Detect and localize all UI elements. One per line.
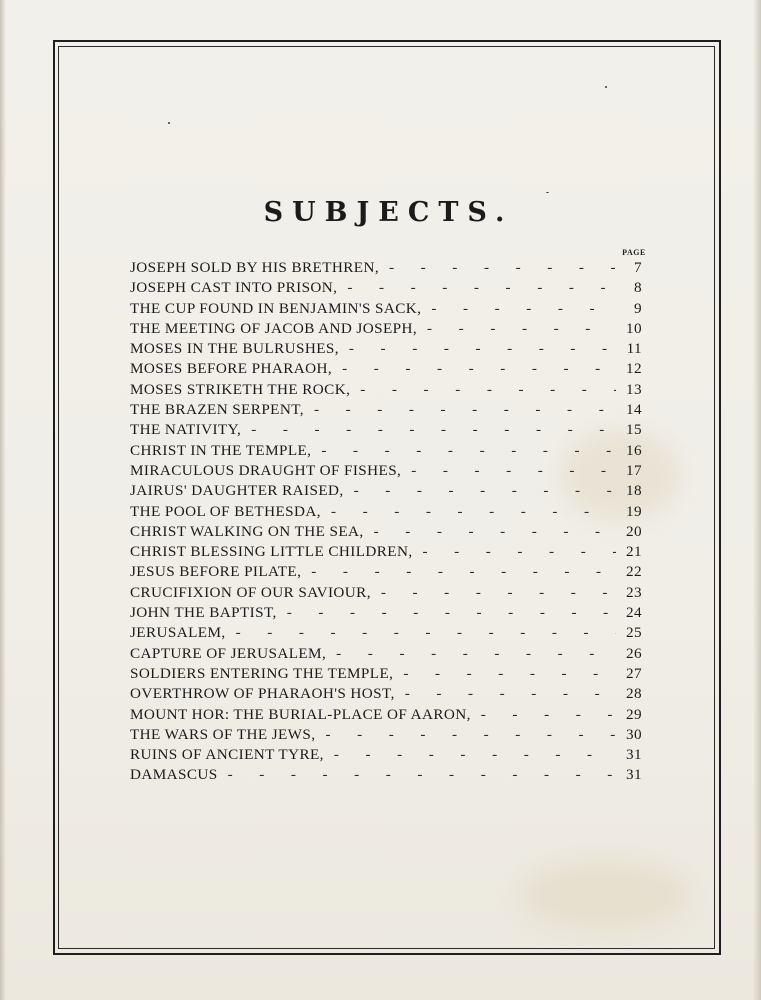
toc-entry-title: SOLDIERS ENTERING THE TEMPLE, (130, 664, 394, 682)
dot-leader (395, 684, 616, 704)
toc-entry (130, 502, 642, 522)
toc-entry-title: THE NATIVITY, (130, 421, 242, 439)
toc-entry (130, 461, 642, 481)
toc-entry-page-number: 24 (626, 604, 642, 622)
toc-entry-title: CHRIST BLESSING LITTLE CHILDREN, (130, 543, 413, 561)
toc-entry (130, 481, 642, 501)
dot-leader (371, 583, 616, 603)
toc-entry-title: MOSES STRIKETH THE ROCK, (130, 380, 351, 398)
toc-entry (130, 542, 642, 562)
page-heading: SUBJECTS. (263, 197, 514, 228)
toc-entry (130, 745, 642, 765)
toc-entry-page-number: 30 (626, 725, 642, 743)
dot-leader (364, 522, 616, 542)
toc-entry (130, 400, 642, 420)
toc-entry-page-number: 17 (626, 461, 642, 479)
toc-entry-title: MOUNT HOR: THE BURIAL-PLACE OF AARON, (130, 705, 471, 723)
toc-entry-page-number: 8 (634, 279, 642, 297)
dot-leader (321, 502, 616, 522)
toc-entry (130, 380, 642, 400)
toc-entry-title: CHRIST WALKING ON THE SEA, (130, 522, 364, 540)
toc-entry-page-number: 10 (626, 319, 642, 337)
toc-entry-page-number: 20 (626, 522, 642, 540)
dot-leader (226, 623, 616, 643)
toc-entry-title: THE WARS OF THE JEWS, (130, 725, 316, 743)
dot-leader (332, 359, 616, 379)
toc-entry-page-number: 21 (626, 543, 642, 561)
toc-entry-page-number: 28 (626, 685, 642, 703)
toc-entry-title: RUINS OF ANCIENT TYRE, (130, 746, 324, 764)
toc-entry-title: JOSEPH CAST INTO PRISON, (130, 279, 338, 297)
page-shadow-left (0, 0, 6, 1000)
toc-entry (130, 420, 642, 440)
toc-entry (130, 299, 642, 319)
dot-leader (421, 299, 616, 319)
toc-entry-title: CRUCIFIXION OF OUR SAVIOUR, (130, 583, 371, 601)
toc-entry-title: JAIRUS' DAUGHTER RAISED, (130, 482, 344, 500)
dot-leader (277, 603, 616, 623)
toc-entry (130, 623, 642, 643)
dot-leader (337, 278, 616, 298)
toc-entry-page-number: 26 (626, 644, 642, 662)
toc-entry-page-number: 22 (626, 563, 642, 581)
toc-entry-page-number: 16 (626, 441, 642, 459)
toc-entry-page-number: 29 (626, 705, 642, 723)
toc-entry-page-number: 19 (626, 502, 642, 520)
dot-leader (393, 664, 616, 684)
toc-entry-page-number: 25 (626, 624, 642, 642)
toc-entry-page-number: 7 (634, 259, 642, 276)
toc-entry (130, 522, 642, 542)
toc-entry-page-number: 14 (626, 401, 642, 419)
toc-entry-page-number: 31 (626, 746, 642, 764)
toc-entry-page-number: 11 (626, 340, 642, 358)
toc-entry-page-number: 31 (626, 766, 642, 784)
toc-entry-title: OVERTHROW OF PHARAOH'S HOST, (130, 685, 395, 703)
dot-leader (324, 745, 616, 765)
toc-entry-title: JERUSALEM, (130, 624, 226, 642)
toc-entry-title: JOHN THE BAPTIST, (130, 604, 277, 622)
toc-entry-title: MOSES IN THE BULRUSHES, (130, 340, 339, 358)
toc-entry-title: THE POOL OF BETHESDA, (130, 502, 321, 520)
toc-entry-page-number: 12 (626, 360, 642, 378)
toc-entry (130, 684, 642, 704)
dot-leader (315, 725, 616, 745)
dot-leader (218, 765, 616, 785)
toc-entry (130, 664, 642, 684)
toc-entry (130, 725, 642, 745)
toc-entry (130, 644, 642, 664)
toc-entry (130, 339, 642, 359)
dot-leader (344, 481, 616, 501)
toc-entry-page-number: 23 (626, 583, 642, 601)
toc-entry (130, 278, 642, 298)
toc-entry (130, 603, 642, 623)
page-shadow-right (753, 0, 761, 1000)
toc-entry-title: THE CUP FOUND IN BENJAMIN'S SACK, (130, 299, 422, 317)
dot-leader (401, 461, 616, 481)
toc-entry-page-number: 18 (626, 482, 642, 500)
dot-leader (471, 705, 616, 725)
toc-entry-title: THE MEETING OF JACOB AND JOSEPH, (130, 319, 418, 337)
toc-entry (130, 583, 642, 603)
dot-leader (379, 258, 616, 278)
page-column-label: PAGE (622, 248, 646, 257)
toc-entry (130, 562, 642, 582)
toc-entry (130, 441, 642, 461)
toc-entry-title: CHRIST IN THE TEMPLE, (130, 441, 312, 459)
dot-leader (350, 380, 616, 400)
dot-leader (311, 441, 616, 461)
table-of-contents (130, 258, 642, 786)
dot-leader (326, 644, 616, 664)
toc-entry (130, 258, 642, 278)
toc-entry-title: MOSES BEFORE PHARAOH, (130, 360, 333, 378)
toc-entry-title: CAPTURE OF JERUSALEM, (130, 644, 327, 662)
dot-leader (241, 420, 616, 440)
dot-leader (304, 400, 616, 420)
toc-entry-page-number: 15 (626, 421, 642, 439)
toc-entry-title: DAMASCUS (130, 766, 218, 784)
toc-entry-page-number: 13 (626, 380, 642, 398)
toc-entry-page-number: 27 (626, 664, 642, 682)
toc-entry-title: THE BRAZEN SERPENT, (130, 401, 304, 419)
toc-entry-title: MIRACULOUS DRAUGHT OF FISHES, (130, 461, 402, 479)
toc-entry-title: JESUS BEFORE PILATE, (130, 563, 302, 581)
dot-leader (339, 339, 616, 359)
dot-leader (301, 562, 616, 582)
dot-leader (413, 542, 616, 562)
toc-entry (130, 765, 642, 785)
toc-entry (130, 319, 642, 339)
toc-entry (130, 705, 642, 725)
toc-entry (130, 359, 642, 379)
toc-entry-title: JOSEPH SOLD BY HIS BRETHREN, (130, 259, 380, 276)
toc-entry-page-number: 9 (634, 299, 642, 317)
dot-leader (417, 319, 616, 339)
